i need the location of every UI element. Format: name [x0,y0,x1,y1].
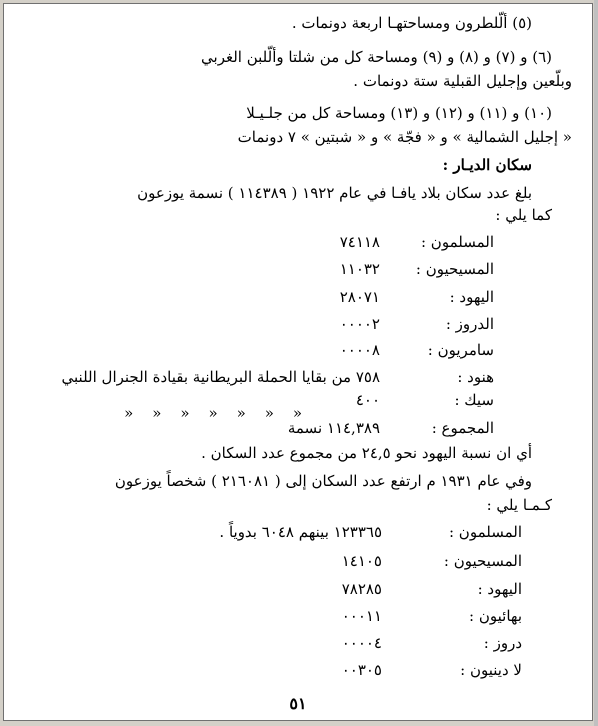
ditto-mark: « [292,404,302,422]
ditto-mark: « [208,404,218,422]
table-row [4,658,592,682]
row-value: ٠٠٠١١ [341,607,382,625]
table-row [4,520,592,544]
total-row [4,416,592,440]
row-value: ١١٠٣٢ [339,260,380,278]
row-label: هنود : [457,368,494,386]
text-line: كـمـا يلي : [486,496,552,514]
ditto-mark: « [264,404,274,422]
row-label: المسلمون : [448,523,522,541]
table-row [4,604,592,628]
total-label: المجموع : [431,419,494,437]
text-line: أي ان نسبة اليهود نحو ٢٤,٥ من مجموع عدد السكان . [201,444,532,462]
text-line: وفي عام ١٩٣١ م ارتفع عدد السكان إلى ( ٢١٦٠٨١ ) شخصاً يوزعون [114,472,532,490]
total-value: ١١٤,٣٨٩ نسمة [287,419,380,437]
row-value: ١٤١٠٥ [341,552,382,570]
ditto-mark: « [124,404,134,422]
row-label: بهائيون : [469,607,522,625]
row-label: سامريون : [427,341,494,359]
row-label: المسيحيون : [415,260,494,278]
row-value: ١٢٣٣٦٥ بينهم ٦٠٤٨ بدوياً . [219,523,382,541]
row-value: ٤٠٠ [355,391,380,409]
row-label: لا دينيون : [460,661,522,679]
row-value: ٠٠٠٠٨ [339,341,380,359]
row-value: ٧٤١١٨ [339,233,380,251]
table-row [4,549,592,573]
row-value: ٠٠٠٠٤ [341,634,382,652]
row-value: ٢٨٠٧١ [339,288,380,306]
table-row [4,312,592,336]
document-page [3,3,593,721]
table-row [4,285,592,309]
row-value: ٧٥٨ من بقايا الحملة البريطانية بقيادة الجنرال اللنبي [61,368,380,386]
table-row [4,365,592,389]
row-label: الدروز : [445,315,494,333]
text-line: (٦) و (٧) و (٨) و (٩) ومساحة كل من شلتا وألّلبن الغربي [201,48,552,66]
table-row [4,577,592,601]
ditto-mark: « [236,404,246,422]
text-line: « إجليل الشمالية » و « فجّة » و « شبتين » ٧ دونمات [237,128,572,146]
table-row [4,338,592,362]
text-line: كما يلي : [495,206,552,224]
row-label: المسيحيون : [443,552,522,570]
ditto-mark: « [152,404,162,422]
section-title: سكان الديـار : [442,156,532,174]
row-label: المسلمون : [420,233,494,251]
row-value: ٠٠٠٠٢ [339,315,380,333]
row-label: اليهود : [449,288,494,306]
row-label: سيك : [454,391,494,409]
scrollbar[interactable] [594,0,598,726]
table-row [4,257,592,281]
row-label: دروز : [483,634,522,652]
text-line: وبلّعين وإجليل القبلية ستة دونمات . [353,72,572,90]
row-label: اليهود : [477,580,522,598]
row-value: ٧٨٢٨٥ [341,580,382,598]
row-value: ٠٠٣٠٥ [341,661,382,679]
text-line: (٥) ألّلطرون ومساحتهـا اربعة دونمات . [291,14,532,32]
text-line: (١٠) و (١١) و (١٢) و (١٣) ومساحة كل من جلـيـلا [246,104,552,122]
ditto-mark: « [180,404,190,422]
table-row [4,230,592,254]
text-line: بلغ عدد سكان بلاد يافـا في عام ١٩٢٢ ( ١١٤٣٨٩ ) نسمة يوزعون [137,184,532,202]
table-row [4,631,592,655]
page-number: ٥١ [289,694,307,713]
